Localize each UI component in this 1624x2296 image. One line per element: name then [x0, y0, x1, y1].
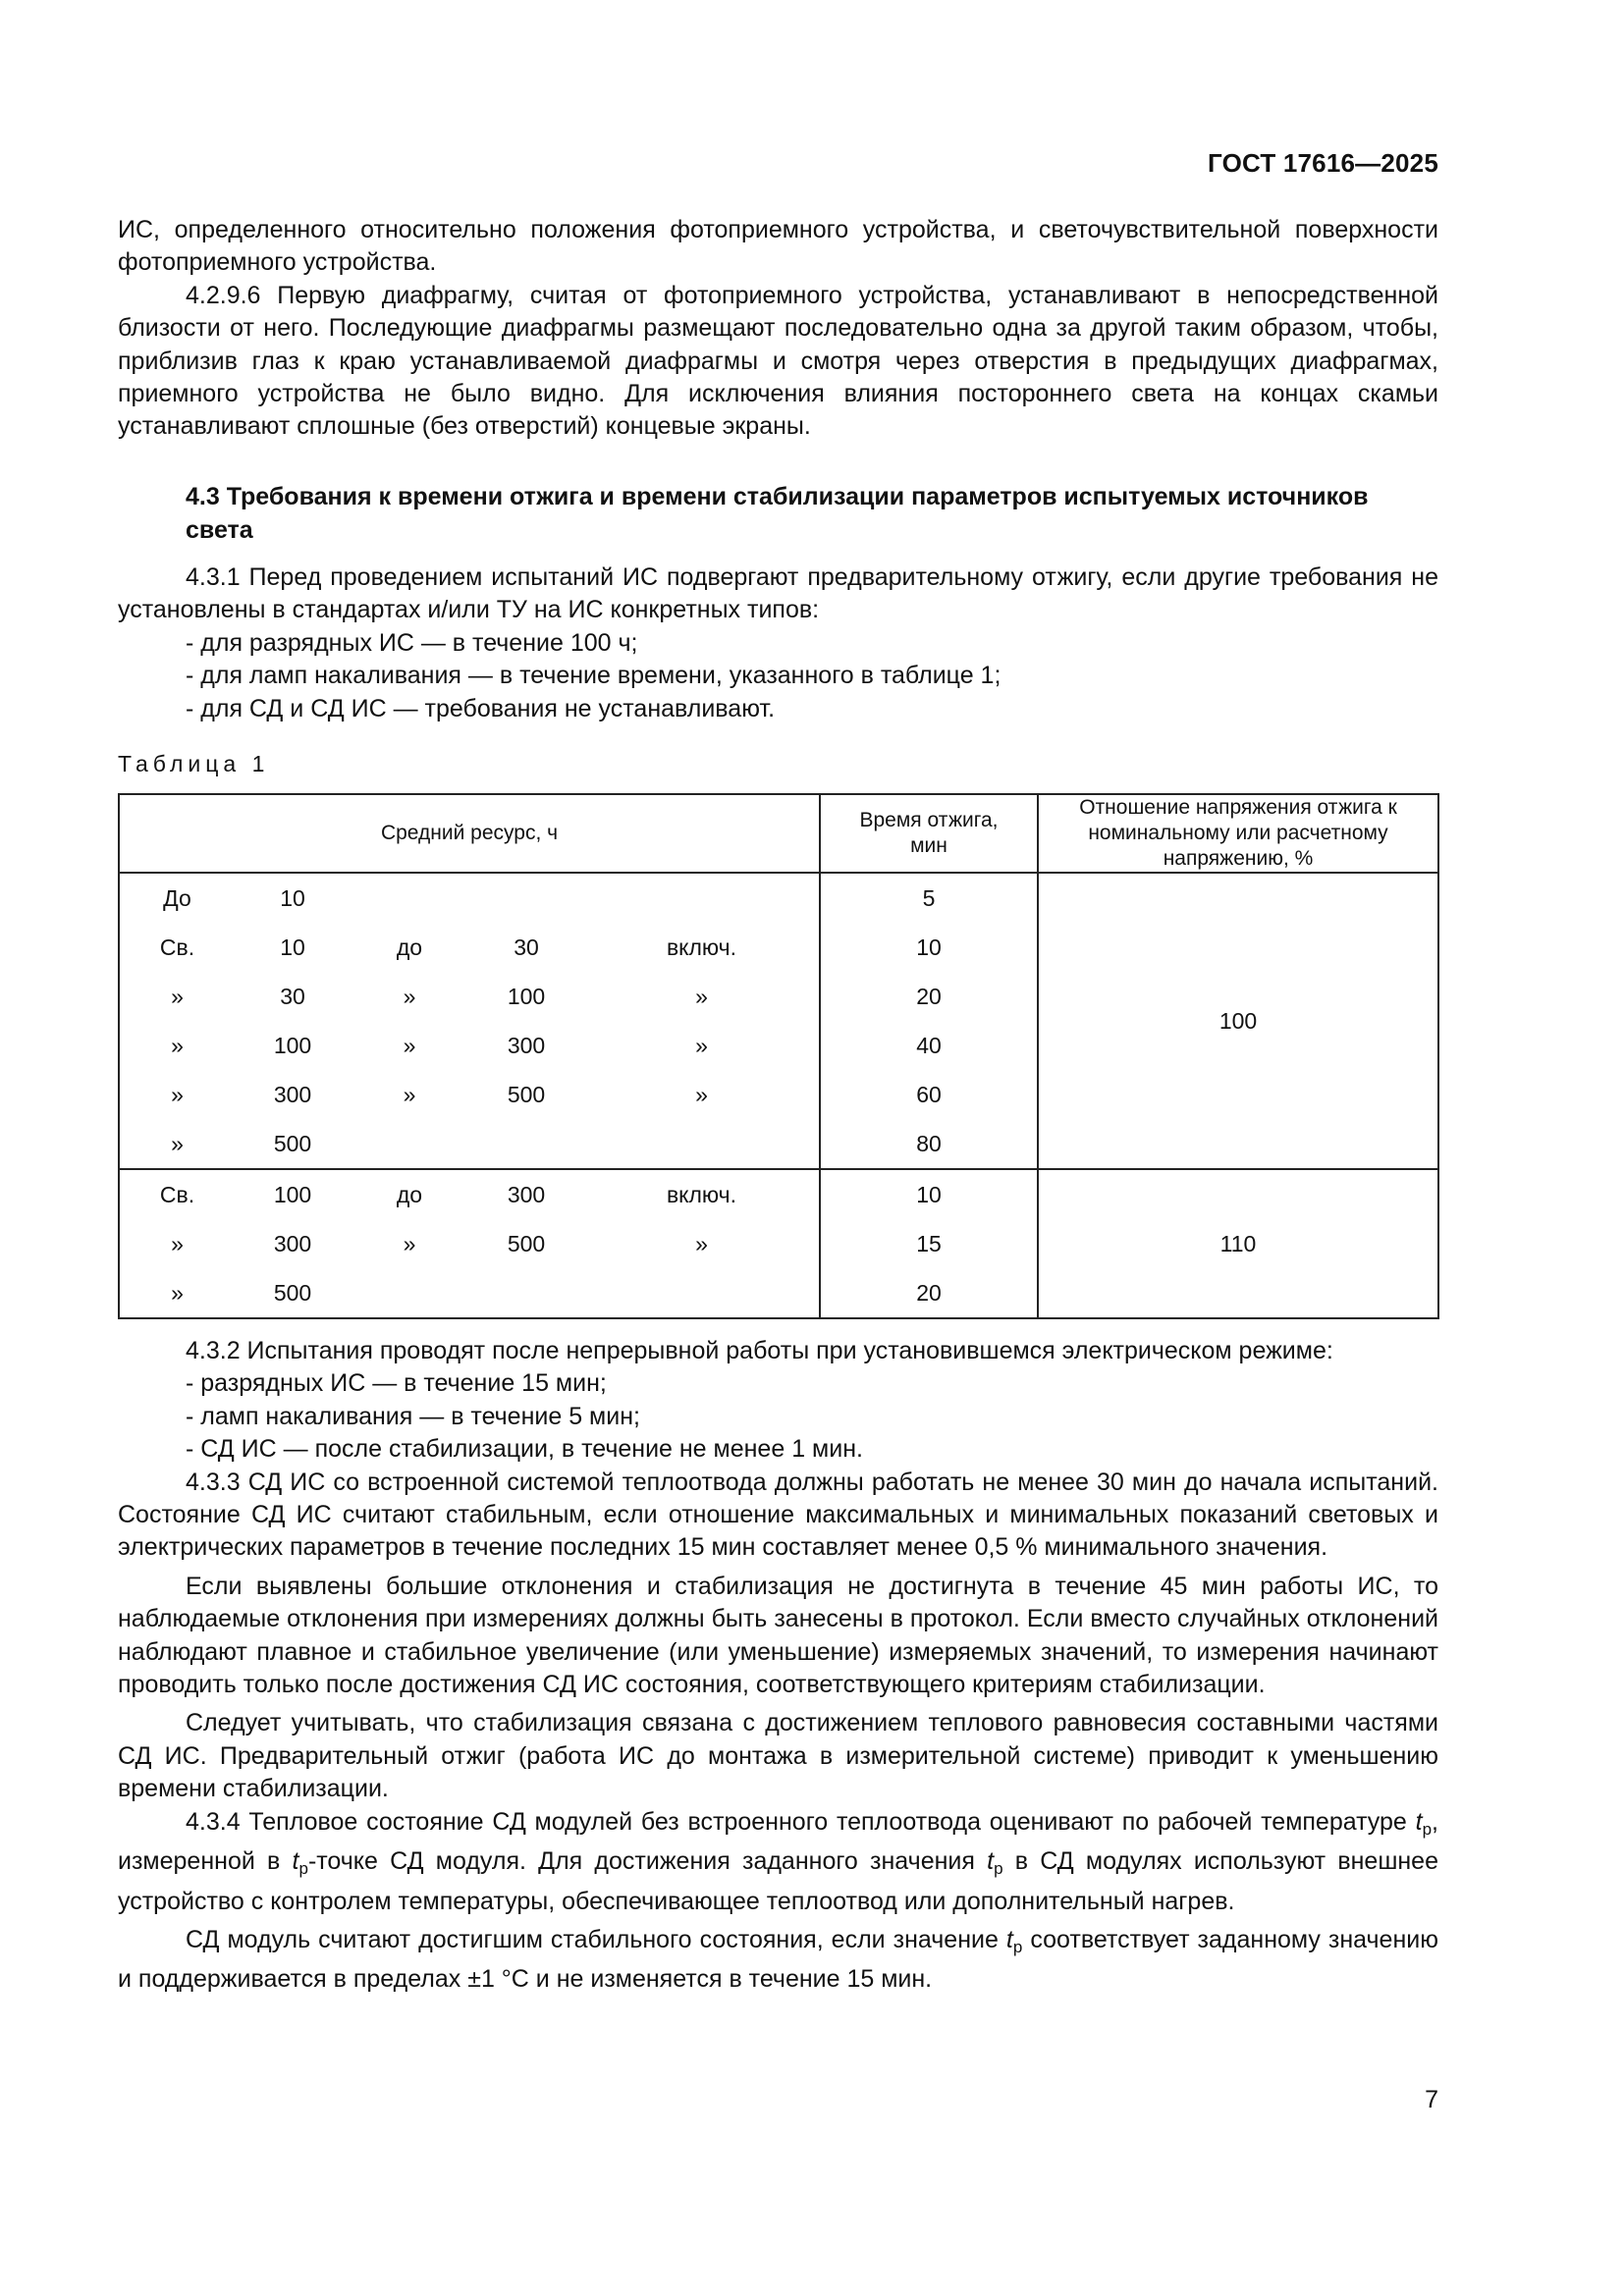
text-run: в СД модулях используют внешнее устройство с контролем температуры, обеспечивающее теплоотвод или дополнительный нагрев. [118, 1847, 1438, 1915]
header-annealing-time: Время отжига, мин [820, 794, 1038, 873]
cell-time: 20 [820, 1268, 1038, 1318]
list-item: - для разрядных ИС — в течение 100 ч; [186, 628, 638, 657]
cell-to [468, 1268, 584, 1318]
cell-from: 500 [273, 1130, 312, 1156]
cell-to-word: » [403, 1081, 416, 1107]
cell-incl: » [695, 1032, 708, 1058]
cell-prefix: До [163, 884, 191, 911]
cell-to-word: до [351, 1169, 468, 1219]
list-item: - разрядных ИС — в течение 15 мин; [186, 1369, 607, 1398]
intro-text [118, 214, 1438, 444]
cell-time: 10 [820, 1169, 1038, 1219]
header-resource: Средний ресурс, ч [119, 794, 820, 873]
header-voltage-ratio: Отношение напряжения отжига к номинальному или расчетному напряжению, % [1038, 794, 1438, 873]
cell-to-word: » [403, 1230, 416, 1256]
cell-to-word [351, 873, 468, 923]
list-item: - ламп накаливания — в течение 5 мин; [186, 1402, 640, 1430]
cell-from: 300 [273, 1230, 312, 1256]
cell-prefix: » [171, 1279, 184, 1306]
subscript-p: р [994, 1859, 1003, 1879]
cell-to [468, 1119, 584, 1169]
table-header-row [119, 794, 1438, 873]
cell-to: 500 [507, 1230, 546, 1256]
cell-ratio: 110 [1038, 1169, 1438, 1318]
document-header: ГОСТ 17616—2025 [1208, 148, 1438, 178]
cell-from: 300 [273, 1081, 312, 1107]
paragraph-deviations: Если выявлены большие отклонения и стабилизация не достигнута в течение 45 мин работы ИС, то наблюдаемые отклонения при измерениях должны быть занесены в протокол. Если вместо случайных отклонений наблюдают плавное и стабильное увеличение (или уменьшение) измеряемых значений, то измерения начинают проводить только после достижения СД ИС состояния, соответствующего критериям стабилизации. [118, 1572, 1438, 1699]
paragraph-4-3-4 [118, 1806, 1438, 1918]
paragraph-4-3-3: 4.3.3 СД ИС со встроенной системой теплоотвода должны работать не менее 30 мин до начала испытаний. Состояние СД ИС считают стабильным, если отношение максимальных и минимальных показаний световых и электрических параметров в течение последних 15 мин составляет менее 0,5 % минимального значения. [118, 1468, 1438, 1562]
cell-incl: » [695, 1230, 708, 1256]
text-run: , измеренной в [118, 1807, 1438, 1876]
paragraph-4-3-1: 4.3.1 Перед проведением испытаний ИС подвергают предварительному отжигу, если другие требования не установлены в стандартах и/или ТУ на ИС конкретных типов: [118, 563, 1438, 624]
cell-to [468, 873, 584, 923]
table-caption: Таблица 1 [118, 751, 270, 776]
section-title-4-3: 4.3 Требования к времени отжига и времени стабилизации параметров испытуемых источников света [186, 483, 1369, 544]
cell-from: 10 [280, 934, 305, 960]
cell-from: 30 [280, 983, 305, 1009]
section-4-3-1 [118, 561, 1438, 725]
subscript-p: р [1012, 1937, 1023, 1956]
paragraph-stable-state [118, 1924, 1438, 1997]
page-number: 7 [1425, 2086, 1438, 2113]
cell-to: 100 [507, 983, 546, 1009]
cell-to: 30 [514, 934, 539, 960]
cell-to: 300 [507, 1032, 546, 1058]
text-run: СД модуль считают достигшим стабильного состояния, если значение [186, 1925, 1006, 1953]
table-row [119, 1169, 1438, 1219]
cell-from: 10 [280, 884, 305, 911]
cell-time: 40 [820, 1021, 1038, 1070]
cell-incl: включ. [666, 934, 737, 960]
cell-incl [584, 1119, 820, 1169]
cell-prefix: » [171, 1081, 184, 1107]
cell-prefix: » [171, 983, 184, 1009]
symbol-t: t [987, 1847, 995, 1876]
table-row [119, 873, 1438, 923]
cell-time: 5 [820, 873, 1038, 923]
cell-to-word: до [396, 934, 423, 960]
subscript-p: р [1422, 1819, 1433, 1839]
text-run: 4.3.4 Тепловое состояние СД модулей без встроенного теплоотвода оценивают по рабочей температуре [186, 1807, 1416, 1836]
list-item: - для ламп накаливания — в течение времени, указанного в таблице 1; [186, 662, 1001, 690]
cell-incl [584, 1268, 820, 1318]
cell-prefix: » [171, 1130, 184, 1156]
cell-time: 60 [820, 1070, 1038, 1119]
symbol-t: t [1005, 1925, 1013, 1953]
paragraph-4-2-9-6: 4.2.9.6 Первую диафрагму, считая от фотоприемного устройства, устанавливают в непосредственной близости от него. Последующие диафрагмы размещают последовательно одна за другой таким образом, чтобы, приблизив глаз к краю устанавливаемой диафрагмы и смотря через отверстия в предыдущих диафрагмах, приемного устройства не было видно. Для исключения влияния постороннего света на концах скамьи устанавливают сплошные (без отверстий) концевые экраны. [118, 281, 1438, 441]
cell-time: 80 [820, 1119, 1038, 1169]
cell-prefix: » [171, 1230, 184, 1256]
cell-to-word [351, 1119, 468, 1169]
cell-incl: включ. [584, 1169, 820, 1219]
cell-time: 20 [820, 972, 1038, 1021]
cell-prefix: Св. [159, 934, 195, 960]
cell-prefix: Св. [119, 1169, 235, 1219]
paragraph-stabilization-note: Следует учитывать, что стабилизация связана с достижением теплового равновесия составными частями СД ИС. Предварительный отжиг (работа ИС до монтажа в измерительной системе) приводит к уменьшению времени стабилизации. [118, 1709, 1438, 1803]
cell-to: 300 [468, 1169, 584, 1219]
symbol-t: t [1415, 1807, 1423, 1836]
text-run: -точке СД модуля. Для достижения заданного значения [307, 1847, 988, 1876]
subscript-p: р [298, 1859, 308, 1879]
cell-from: 100 [235, 1169, 351, 1219]
paragraph-4-3-2: 4.3.2 Испытания проводят после непрерывной работы при установившемся электрическом режиме: [186, 1337, 1333, 1364]
cell-to-word [351, 1268, 468, 1318]
paragraph-continuation: ИС, определенного относительно положения фотоприемного устройства, и светочувствительной поверхности фотоприемного устройства. [118, 216, 1438, 277]
cell-time: 15 [820, 1219, 1038, 1268]
cell-to: 500 [507, 1081, 546, 1107]
cell-ratio: 100 [1038, 873, 1438, 1169]
list-item: - СД ИС — после стабилизации, в течение не менее 1 мин. [186, 1435, 863, 1464]
cell-prefix: » [171, 1032, 184, 1058]
cell-time: 10 [820, 923, 1038, 972]
cell-to-word: » [403, 983, 416, 1009]
text-run: соответствует заданному значению и поддерживается в пределах ±1 °С и не изменяется в течение 15 мин. [118, 1925, 1438, 1994]
cell-to-word: » [403, 1032, 416, 1058]
cell-from: 500 [273, 1279, 312, 1306]
section-4-3-2 [118, 1335, 1438, 1997]
cell-incl: » [695, 983, 708, 1009]
cell-from: 100 [273, 1032, 312, 1058]
list-item: - для СД и СД ИС — требования не устанавливают. [186, 694, 776, 722]
cell-incl [584, 873, 820, 923]
symbol-t: t [292, 1847, 299, 1876]
table-1 [118, 793, 1439, 1319]
cell-incl: » [695, 1081, 708, 1107]
